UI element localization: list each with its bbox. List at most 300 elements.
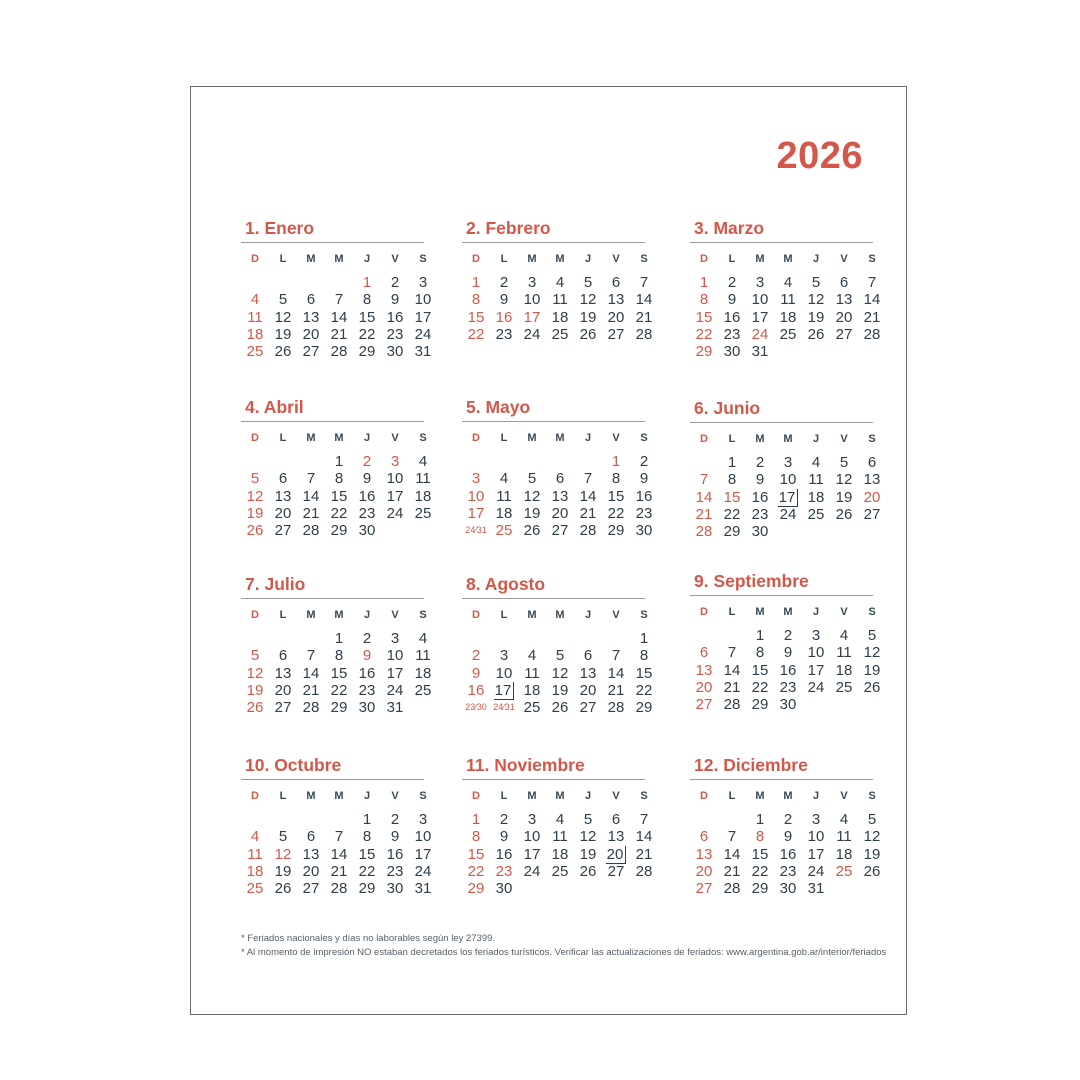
day-cell: 7 [611,647,621,665]
empty-cell [574,453,602,470]
day-cell: 24 [523,325,541,343]
day-cell: 1 [362,274,372,291]
day-cell: 15 [358,308,376,326]
day-cell: 20 [607,308,625,326]
day-cell: 19 [246,504,264,522]
day-cell: 1 [727,454,737,471]
weekday-header: L [728,253,736,265]
day-cell: 1 [334,453,344,470]
day-cell: 9 [362,470,372,488]
day-cell: 7 [639,811,649,828]
day-cell: 24 [807,862,825,880]
day-cell: 29 [607,522,625,540]
empty-cell [462,453,490,470]
day-cell: 10 [414,291,432,309]
day-cell: 30 [635,522,653,540]
empty-cell [690,454,718,471]
day-cell: 22 [467,325,485,343]
day-cell: 3 [390,453,400,470]
day-cell: 6 [278,470,288,488]
weekday-header: M [527,432,537,444]
weekday-header: L [728,606,736,618]
day-cell: 26 [274,343,292,361]
empty-cell [546,630,574,647]
day-cell: 8 [639,647,649,665]
day-cell: 6 [699,828,709,846]
day-cell: 22 [467,862,485,880]
day-cell: 21 [330,862,348,880]
day-cell: 7 [334,291,344,309]
weekday-header: V [612,609,620,621]
weekday-header: M [334,253,344,265]
day-cell: 2 [471,647,481,665]
day-cell: 4 [555,811,565,828]
day-cell: 17 [414,845,432,863]
day-cell: 27 [835,325,853,343]
day-cell: 12 [579,291,597,309]
day-cell: 30 [779,880,797,898]
day-cell: 6 [555,470,565,488]
day-cell: 17 [523,845,541,863]
day-cell: 28 [330,880,348,898]
day-cell: 7 [583,470,593,488]
day-cell: 18 [414,664,432,682]
day-cell: 19 [863,845,881,863]
day-cell: 4 [783,274,793,291]
weekday-header: J [812,790,820,802]
day-cell: 26 [274,880,292,898]
day-grid [462,608,653,717]
day-cell: 21 [723,862,741,880]
day-cell: 4 [839,627,849,644]
day-grid [241,252,432,361]
day-cell: 2 [362,630,372,647]
day-cell: 22 [358,862,376,880]
footnote-1: * Feriados nacionales y días no laborables según ley 27399. [241,933,496,944]
day-cell: 25 [414,681,432,699]
day-cell: 3 [811,627,821,644]
day-cell: 26 [863,862,881,880]
weekday-header: L [728,790,736,802]
day-cell: 3 [527,811,537,828]
day-cell: 3 [418,274,428,291]
day-cell: 14 [302,487,320,505]
empty-cell [241,274,269,291]
empty-cell [269,453,297,470]
weekday-header: S [419,609,427,621]
day-cell: 20 [274,504,292,522]
day-cell: 26 [551,699,569,717]
day-cell: 7 [727,644,737,662]
weekday-header: V [391,253,399,265]
month-noviembre [462,755,653,898]
day-cell: 1 [755,811,765,828]
day-cell: 11 [808,471,824,489]
day-cell: 11 [836,828,852,846]
day-cell: 10 [414,828,432,846]
day-cell: 16 [723,308,741,326]
day-cell: 3 [471,470,481,488]
day-cell: 8 [362,291,372,309]
day-cell: 22 [330,504,348,522]
month-enero [241,218,432,361]
day-cell: 14 [330,308,348,326]
weekday-header: D [472,609,480,621]
day-cell: 19 [579,308,597,326]
weekday-header: S [640,790,648,802]
day-cell: 10 [386,647,404,665]
empty-cell [325,811,353,828]
day-cell: 9 [727,291,737,309]
day-cell: 12 [274,308,292,326]
day-cell: 2 [755,454,765,471]
weekday-header: S [419,790,427,802]
weekday-header: L [500,790,508,802]
day-cell: 17 [807,661,825,679]
weekday-header: D [700,433,708,445]
day-cell: 27 [695,880,713,898]
day-cell: 5 [527,470,537,488]
day-cell: 8 [611,470,621,488]
day-cell: 28 [723,696,741,714]
weekday-header: J [584,609,592,621]
month-divider [241,598,424,599]
empty-cell [241,630,269,647]
day-cell: 23 [386,862,404,880]
day-cell: 24 [414,862,432,880]
day-cell: 5 [583,274,593,291]
day-cell: 16 [635,487,653,505]
day-cell: 5 [278,291,288,309]
weekday-header: J [363,609,371,621]
day-cell: 18 [835,845,853,863]
month-title: 2. Febrero [466,218,551,238]
day-cell: 6 [867,454,877,471]
month-julio [241,574,432,717]
day-cell: 8 [334,647,344,665]
day-cell: 24 [751,325,769,343]
day-cell: 4 [811,454,821,471]
weekday-header: M [755,606,765,618]
day-cell: 10 [386,470,404,488]
day-cell: 20 [602,846,630,863]
weekday-header: M [755,253,765,265]
day-cell: 20 [863,488,881,506]
day-cell: 16 [386,845,404,863]
day-cell: 13 [579,664,597,682]
day-cell: 27 [302,880,320,898]
weekday-header: J [363,790,371,802]
day-cell: 19 [863,661,881,679]
day-cell: 12 [523,487,541,505]
month-title: 7. Julio [245,574,306,594]
day-cell: 19 [579,845,597,863]
month-divider [690,242,873,243]
day-cell: 30 [358,699,376,717]
weekday-header: M [783,606,793,618]
weekday-header: M [555,609,565,621]
day-cell: 18 [551,845,569,863]
day-cell: 5 [583,811,593,828]
day-cell: 17 [523,308,541,326]
month-divider [690,595,873,596]
day-cell: 9 [783,644,793,662]
day-cell: 17 [467,504,485,522]
weekday-header: S [868,433,876,445]
day-cell: 9 [390,828,400,846]
day-cell: 24 [779,505,797,523]
day-cell: 1 [755,627,765,644]
weekday-header: V [391,432,399,444]
month-divider [690,779,873,780]
empty-cell [546,453,574,470]
day-cell: 24 [386,681,404,699]
day-cell: 23 [635,504,653,522]
day-cell: 17 [386,664,404,682]
empty-cell [490,453,518,470]
day-cell: 29 [751,880,769,898]
day-cell: 12 [863,644,881,662]
day-cell: 29 [330,522,348,540]
weekday-header: M [306,432,316,444]
day-cell: 14 [723,661,741,679]
weekday-header: S [868,790,876,802]
day-cell: 15 [467,845,485,863]
day-cell: 12 [274,845,292,863]
day-cell: 9 [499,828,509,846]
day-cell: 2 [639,453,649,470]
day-cell: 10 [807,644,825,662]
day-cell: 25 [551,862,569,880]
day-cell: 28 [695,523,713,541]
day-cell: 14 [635,291,653,309]
day-grid [690,789,881,898]
day-cell: 23 [495,325,513,343]
day-cell: 4 [250,828,260,846]
month-title: 12. Diciembre [694,755,808,775]
weekday-header: V [840,606,848,618]
day-cell: 25 [495,522,513,540]
weekday-header: M [527,609,537,621]
day-cell: 26 [835,505,853,523]
month-febrero [462,218,653,343]
empty-cell [574,630,602,647]
day-grid [241,789,432,898]
day-cell: 2 [727,274,737,291]
day-cell: 8 [755,644,765,662]
day-cell: 7 [334,828,344,846]
day-cell: 27 [274,699,292,717]
day-cell: 21 [863,308,881,326]
weekday-header: M [555,253,565,265]
day-cell: 12 [807,291,825,309]
weekday-header: S [640,253,648,265]
weekday-header: V [840,790,848,802]
day-cell: 25 [246,343,264,361]
month-divider [462,421,645,422]
empty-cell [518,630,546,647]
day-cell: 16 [386,308,404,326]
day-cell: 28 [302,522,320,540]
day-cell: 15 [607,487,625,505]
day-cell: 21 [302,504,320,522]
day-cell: 6 [306,828,316,846]
empty-cell [297,274,325,291]
weekday-header: M [755,433,765,445]
day-cell: 11 [415,470,431,488]
day-cell: 1 [611,453,621,470]
day-cell: 2 [783,627,793,644]
day-cell: 11 [496,487,512,505]
day-cell: 21 [330,325,348,343]
day-cell: 26 [579,325,597,343]
weekday-header: M [334,790,344,802]
day-cell: 5 [250,647,260,665]
weekday-header: D [251,609,259,621]
weekday-header: L [728,433,736,445]
day-cell: 26 [246,699,264,717]
day-cell: 18 [414,487,432,505]
day-cell: 25 [523,699,541,717]
day-cell: 23 [386,325,404,343]
day-cell: 28 [635,862,653,880]
year-title: 2026 [776,135,863,177]
month-title: 9. Septiembre [694,571,809,591]
day-grid [690,252,881,361]
month-divider [462,779,645,780]
empty-cell [297,811,325,828]
day-cell: 11 [415,647,431,665]
day-cell: 26 [863,678,881,696]
day-cell: 16 [495,308,513,326]
day-cell: 22 [723,505,741,523]
day-cell: 17 [807,845,825,863]
day-cell: 3 [783,454,793,471]
month-divider [690,422,873,423]
day-cell: 28 [330,343,348,361]
day-cell: 21 [635,845,653,863]
day-cell: 25 [551,325,569,343]
day-cell: 21 [635,308,653,326]
day-cell: 20 [551,504,569,522]
day-cell: 19 [551,681,569,699]
day-cell: 13 [274,487,292,505]
day-cell: 5 [867,811,877,828]
day-cell: 16 [358,487,376,505]
weekday-header: D [700,790,708,802]
weekday-header: D [251,790,259,802]
day-cell: 28 [302,699,320,717]
day-cell: 15 [751,845,769,863]
day-cell: 31 [414,343,432,361]
day-grid [690,605,881,714]
day-cell: 6 [611,811,621,828]
day-cell: 21 [607,681,625,699]
day-cell: 25 [414,504,432,522]
day-cell: 20 [274,681,292,699]
day-cell: 4 [555,274,565,291]
day-cell: 23 [779,678,797,696]
day-cell: 6 [306,291,316,309]
day-cell: 9 [362,647,372,665]
month-divider [462,598,645,599]
day-cell: 25 [807,505,825,523]
day-cell: 5 [811,274,821,291]
day-cell: 18 [246,862,264,880]
empty-cell [718,627,746,644]
day-cell: 11 [524,664,540,682]
day-cell: 2 [390,811,400,828]
day-cell: 11 [552,828,568,846]
day-cell: 1 [471,274,481,291]
day-cell: 22 [358,325,376,343]
day-cell: 2 [783,811,793,828]
day-cell: 22 [751,678,769,696]
day-cell: 31 [414,880,432,898]
day-cell: 23 [779,862,797,880]
day-cell: 10 [751,291,769,309]
day-cell: 19 [274,862,292,880]
weekday-header: M [783,253,793,265]
day-cell: 21 [302,681,320,699]
day-cell: 13 [695,661,713,679]
day-cell: 20 [835,308,853,326]
day-cell: 13 [607,291,625,309]
day-cell: 12 [246,487,264,505]
day-cell-pair: 24⁄31 [465,525,487,536]
day-cell: 17 [751,308,769,326]
day-cell: 21 [723,678,741,696]
day-cell: 2 [499,274,509,291]
day-cell: 10 [495,664,513,682]
weekday-header: V [391,790,399,802]
weekday-header: M [306,609,316,621]
weekday-header: S [868,606,876,618]
day-grid [462,252,653,343]
day-cell: 10 [523,828,541,846]
empty-cell [690,627,718,644]
day-cell: 12 [835,471,853,489]
day-cell: 12 [246,664,264,682]
weekday-header: M [306,790,316,802]
day-cell: 17 [490,682,518,699]
day-cell: 14 [695,488,713,506]
day-cell: 27 [695,696,713,714]
month-divider [462,242,645,243]
day-cell: 13 [551,487,569,505]
weekday-header: V [391,609,399,621]
day-cell: 12 [551,664,569,682]
day-cell: 13 [607,828,625,846]
day-cell: 21 [695,505,713,523]
day-cell: 13 [863,471,881,489]
month-title: 8. Agosto [466,574,546,594]
month-divider [241,779,424,780]
day-cell: 14 [607,664,625,682]
day-cell: 29 [751,696,769,714]
day-cell: 3 [527,274,537,291]
day-cell: 22 [607,504,625,522]
weekday-header: M [755,790,765,802]
day-cell: 12 [579,828,597,846]
month-title: 1. Enero [245,218,315,238]
month-divider [241,242,424,243]
weekday-header: M [527,790,537,802]
day-cell: 7 [306,470,316,488]
weekday-header: M [555,790,565,802]
day-cell: 9 [471,664,481,682]
empty-cell [269,274,297,291]
